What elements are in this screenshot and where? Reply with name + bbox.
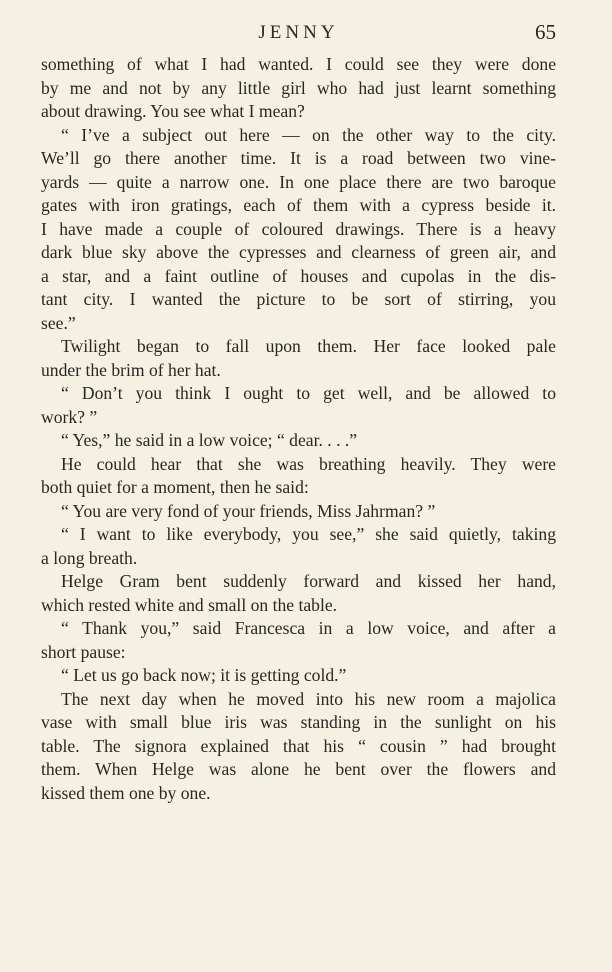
text-line: both quiet for a moment, then he said:: [41, 477, 309, 497]
text-line: vase with small blue iris was standing in the sunlight on his: [41, 712, 556, 732]
running-head: [41, 20, 556, 48]
text-line: short pause:: [41, 641, 126, 662]
text-line: gates with iron gratings, each of them with a cypress beside it.: [41, 195, 556, 215]
text-line: them. When Helge was alone he bent over the flowers and: [41, 759, 556, 779]
text-line: “ You are very fond of your friends, Miss Jahrman? ”: [61, 500, 436, 521]
text-line: about drawing. You see what I mean?: [41, 101, 305, 121]
text-line: a star, and a faint outline of houses and cupolas in the dis-: [41, 265, 556, 286]
text-line: dark blue sky above the cypresses and clearness of green air, and: [41, 242, 556, 262]
text-line: We’ll go there another time. It is a road between two vine-: [41, 148, 556, 168]
text-line: kissed them one by one.: [41, 782, 211, 803]
text-line: The next day when he moved into his new room a majolica: [61, 688, 556, 709]
text-line: Twilight began to fall upon them. Her face looked pale: [61, 336, 556, 356]
text-line: tant city. I wanted the picture to be sort of stirring, you: [41, 289, 556, 309]
text-line: which rested white and small on the table.: [41, 594, 338, 615]
text-line: Helge Gram bent suddenly forward and kissed her hand,: [61, 571, 556, 591]
text-line: by me and not by any little girl who had just learnt something: [41, 77, 556, 98]
text-line: “ I want to like everybody, you see,” she said quietly, taking: [61, 524, 556, 544]
text-line: “ Thank you,” said Francesca in a low voice, and after a: [61, 618, 556, 638]
text-line: something of what I had wanted. I could see they were done: [41, 54, 556, 74]
body-text: [41, 53, 556, 805]
text-line: table. The signora explained that his “ cousin ” had brought: [41, 735, 556, 756]
text-line: “ Yes,” he said in a low voice; “ dear. . . .”: [61, 430, 358, 450]
text-line: He could hear that she was breathing heavily. They were: [61, 453, 556, 474]
page-number: 65: [535, 20, 556, 44]
text-line: I have made a couple of coloured drawings. There is a heavy: [41, 218, 556, 239]
text-line: under the brim of her hat.: [41, 359, 221, 380]
text-line: see.”: [41, 312, 76, 333]
running-head-title: JENNY: [258, 22, 339, 43]
text-line: “ Let us go back now; it is getting cold.”: [61, 665, 347, 685]
text-line: yards — quite a narrow one. In one place there are two baroque: [41, 171, 556, 192]
text-line: “ Don’t you think I ought to get well, and be allowed to: [61, 383, 556, 403]
text-line: “ I’ve a subject out here — on the other way to the city.: [61, 124, 556, 145]
text-line: a long breath.: [41, 547, 138, 568]
text-line: work? ”: [41, 406, 98, 427]
